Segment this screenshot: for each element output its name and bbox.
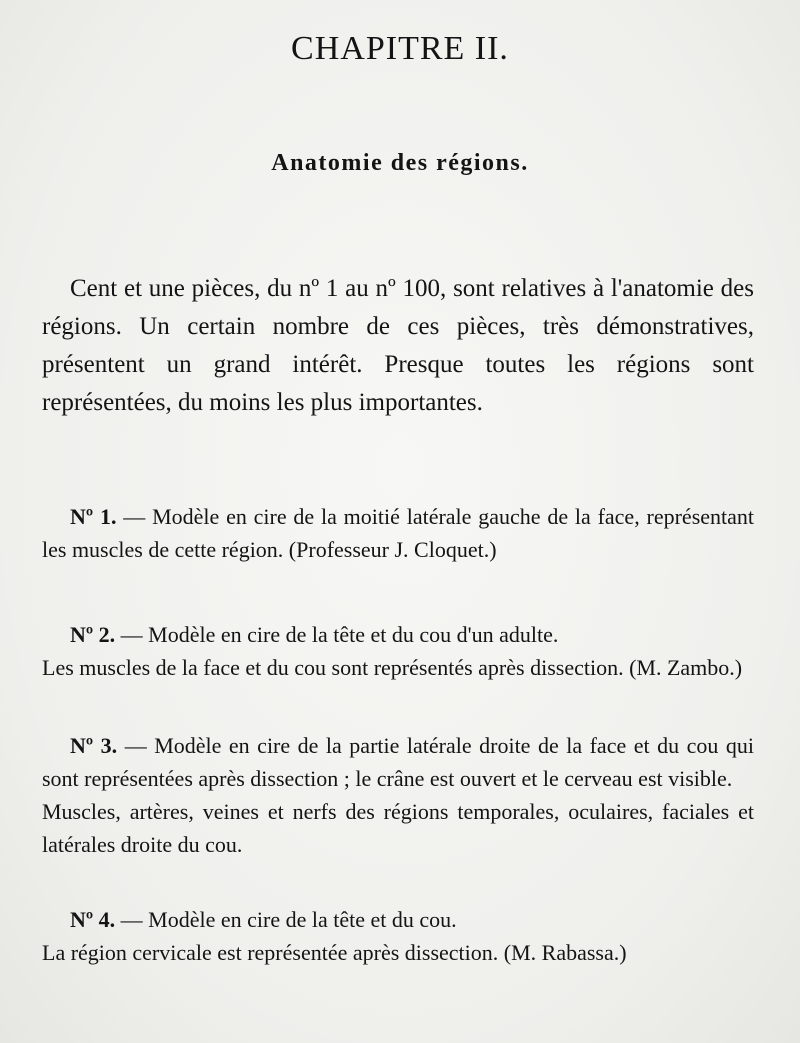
entry-description: La région cervicale est représentée après dissection. (M. Rabassa.) bbox=[42, 940, 627, 965]
chapter-title: CHAPITRE II. bbox=[291, 30, 509, 67]
entry-text: — Modèle en cire de la moitié latérale gauche de la face, représentant les muscles de cette région. (Professeur J. Cloquet.) bbox=[42, 504, 755, 562]
entry-description: Les muscles de la face et du cou sont représentés après dissection. (M. Zambo.) bbox=[42, 655, 743, 680]
entry-number: Nº 1. bbox=[70, 504, 117, 529]
intro-paragraph: Cent et une pièces, du nº 1 au nº 100, sont relatives à l'anatomie des régions. Un certain nombre de ces pièces, très démonstratives, présentent un grand intérêt. Presque toutes les régions sont représentées, du moins les plus importantes. bbox=[42, 275, 754, 416]
catalog-entry-2 bbox=[42, 618, 754, 684]
catalog-entry-1 bbox=[42, 500, 754, 566]
entry-number: Nº 2. bbox=[70, 622, 116, 647]
entry-text: — Modèle en cire de la tête et du cou d'un adulte. bbox=[120, 622, 559, 647]
catalog-entry-4 bbox=[42, 903, 754, 969]
entry-description: Muscles, artères, veines et nerfs des régions temporales, oculaires, faciales et latérales droite du cou. bbox=[42, 799, 754, 857]
section-title: Anatomie des régions. bbox=[271, 150, 529, 176]
entry-text: — Modèle en cire de la tête et du cou. bbox=[120, 907, 457, 932]
entry-number: Nº 4. bbox=[70, 907, 116, 932]
entry-number: Nº 3. bbox=[70, 733, 118, 758]
entry-text: — Modèle en cire de la partie latérale droite de la face et du cou qui sont représentées après dissection ; le crâne est ouvert et le cerveau est visible. bbox=[42, 733, 755, 791]
catalog-entry-3 bbox=[42, 729, 754, 861]
